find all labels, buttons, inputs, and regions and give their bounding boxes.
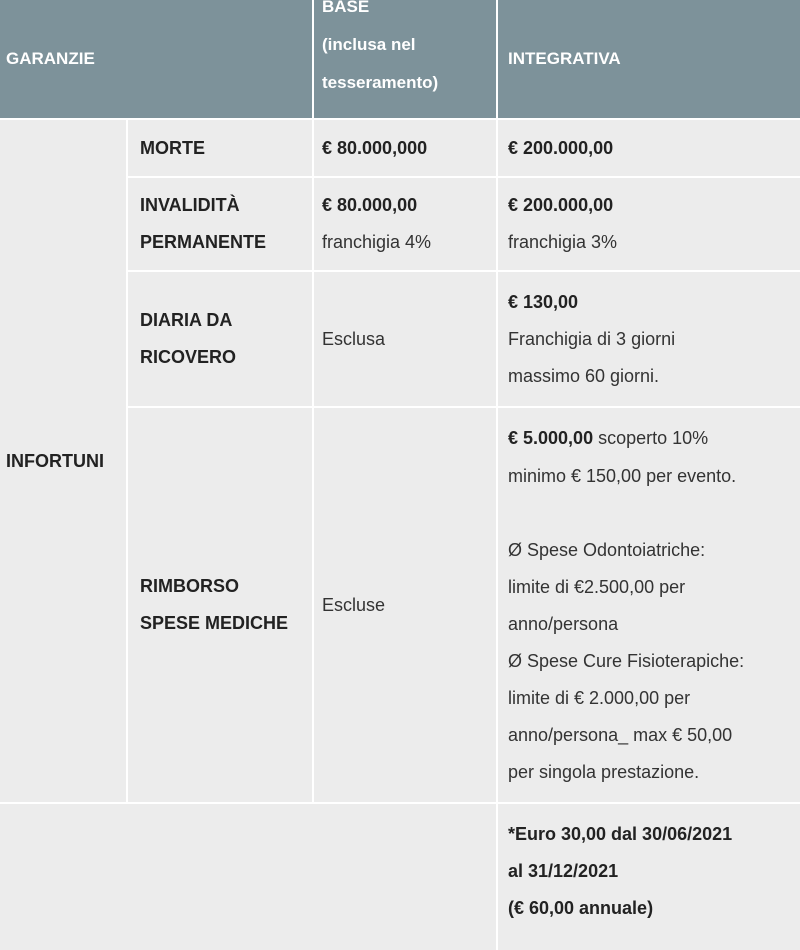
rimborso-amount-line (508, 420, 800, 458)
row-name-line: RIMBORSO (140, 576, 239, 596)
header-garanzie (0, 0, 312, 118)
rimborso-amount: € 5.000,00 (508, 428, 594, 448)
base-note: Esclusa (322, 328, 386, 349)
header-base-line-3: tesseramento) (322, 73, 439, 92)
base-note: franchigia 4% (322, 232, 432, 252)
category-infortuni (0, 120, 126, 802)
rimborso-minimum: minimo € 150,00 per evento. (508, 466, 737, 486)
footer-line: (€ 60,00 annuale) (508, 898, 654, 918)
rimborso-item: per singola prestazione. (508, 762, 700, 782)
header-base-line-1: BASE (322, 0, 370, 16)
footer-note (498, 804, 800, 950)
row-name-line: DIARIA DA (140, 310, 233, 330)
integrativa-note: Franchigia di 3 giorni (508, 328, 676, 349)
header-base (314, 0, 496, 118)
rimborso-item: Ø Spese Cure Fisioterapiche: (508, 651, 745, 671)
header-base-line-2: (inclusa nel (322, 35, 416, 54)
row-rimborso-integrativa (498, 408, 800, 802)
row-rimborso-base (314, 408, 496, 802)
base-note: Escluse (322, 594, 386, 615)
row-name-line: INVALIDITÀ (140, 195, 240, 215)
base-value: € 80.000,000 (322, 137, 428, 158)
rimborso-item: limite di € 2.000,00 per (508, 688, 691, 708)
row-rimborso-name (128, 408, 312, 802)
header-integrativa (498, 0, 800, 118)
row-morte-integrativa (498, 120, 800, 176)
header-garanzie-label: GARANZIE (6, 49, 95, 68)
row-name-line: SPESE MEDICHE (140, 613, 289, 633)
integrativa-value: € 130,00 (508, 291, 579, 312)
category-label: INFORTUNI (6, 450, 104, 471)
row-invalidita-integrativa (498, 178, 800, 270)
rimborso-item: limite di €2.500,00 per (508, 577, 686, 597)
footer-line: al 31/12/2021 (508, 861, 619, 881)
footer-line: *Euro 30,00 dal 30/06/2021 (508, 824, 733, 844)
row-diaria-integrativa (498, 272, 800, 406)
integrativa-note: franchigia 3% (508, 232, 618, 252)
row-invalidita-name (128, 178, 312, 270)
rimborso-item: anno/persona_ max € 50,00 (508, 725, 733, 745)
integrativa-value: € 200.000,00 (508, 137, 614, 158)
spacer (508, 495, 800, 532)
row-invalidita-base (314, 178, 496, 270)
row-diaria-base (314, 272, 496, 406)
rimborso-item: Ø Spese Odontoiatriche: (508, 540, 706, 560)
row-name-line: PERMANENTE (140, 232, 267, 252)
integrativa-note: massimo 60 giorni. (508, 365, 660, 386)
row-morte-name (128, 120, 312, 176)
row-diaria-name (128, 272, 312, 406)
row-morte-base (314, 120, 496, 176)
rimborso-amount-suffix: scoperto 10% (593, 428, 709, 448)
base-value: € 80.000,00 (322, 195, 418, 215)
row-name-line: RICOVERO (140, 347, 237, 367)
footer-empty (0, 804, 496, 950)
header-integrativa-label: INTEGRATIVA (508, 49, 621, 68)
integrativa-value: € 200.000,00 (508, 195, 614, 215)
rimborso-item: anno/persona (508, 614, 619, 634)
row-name-line: MORTE (140, 137, 205, 158)
